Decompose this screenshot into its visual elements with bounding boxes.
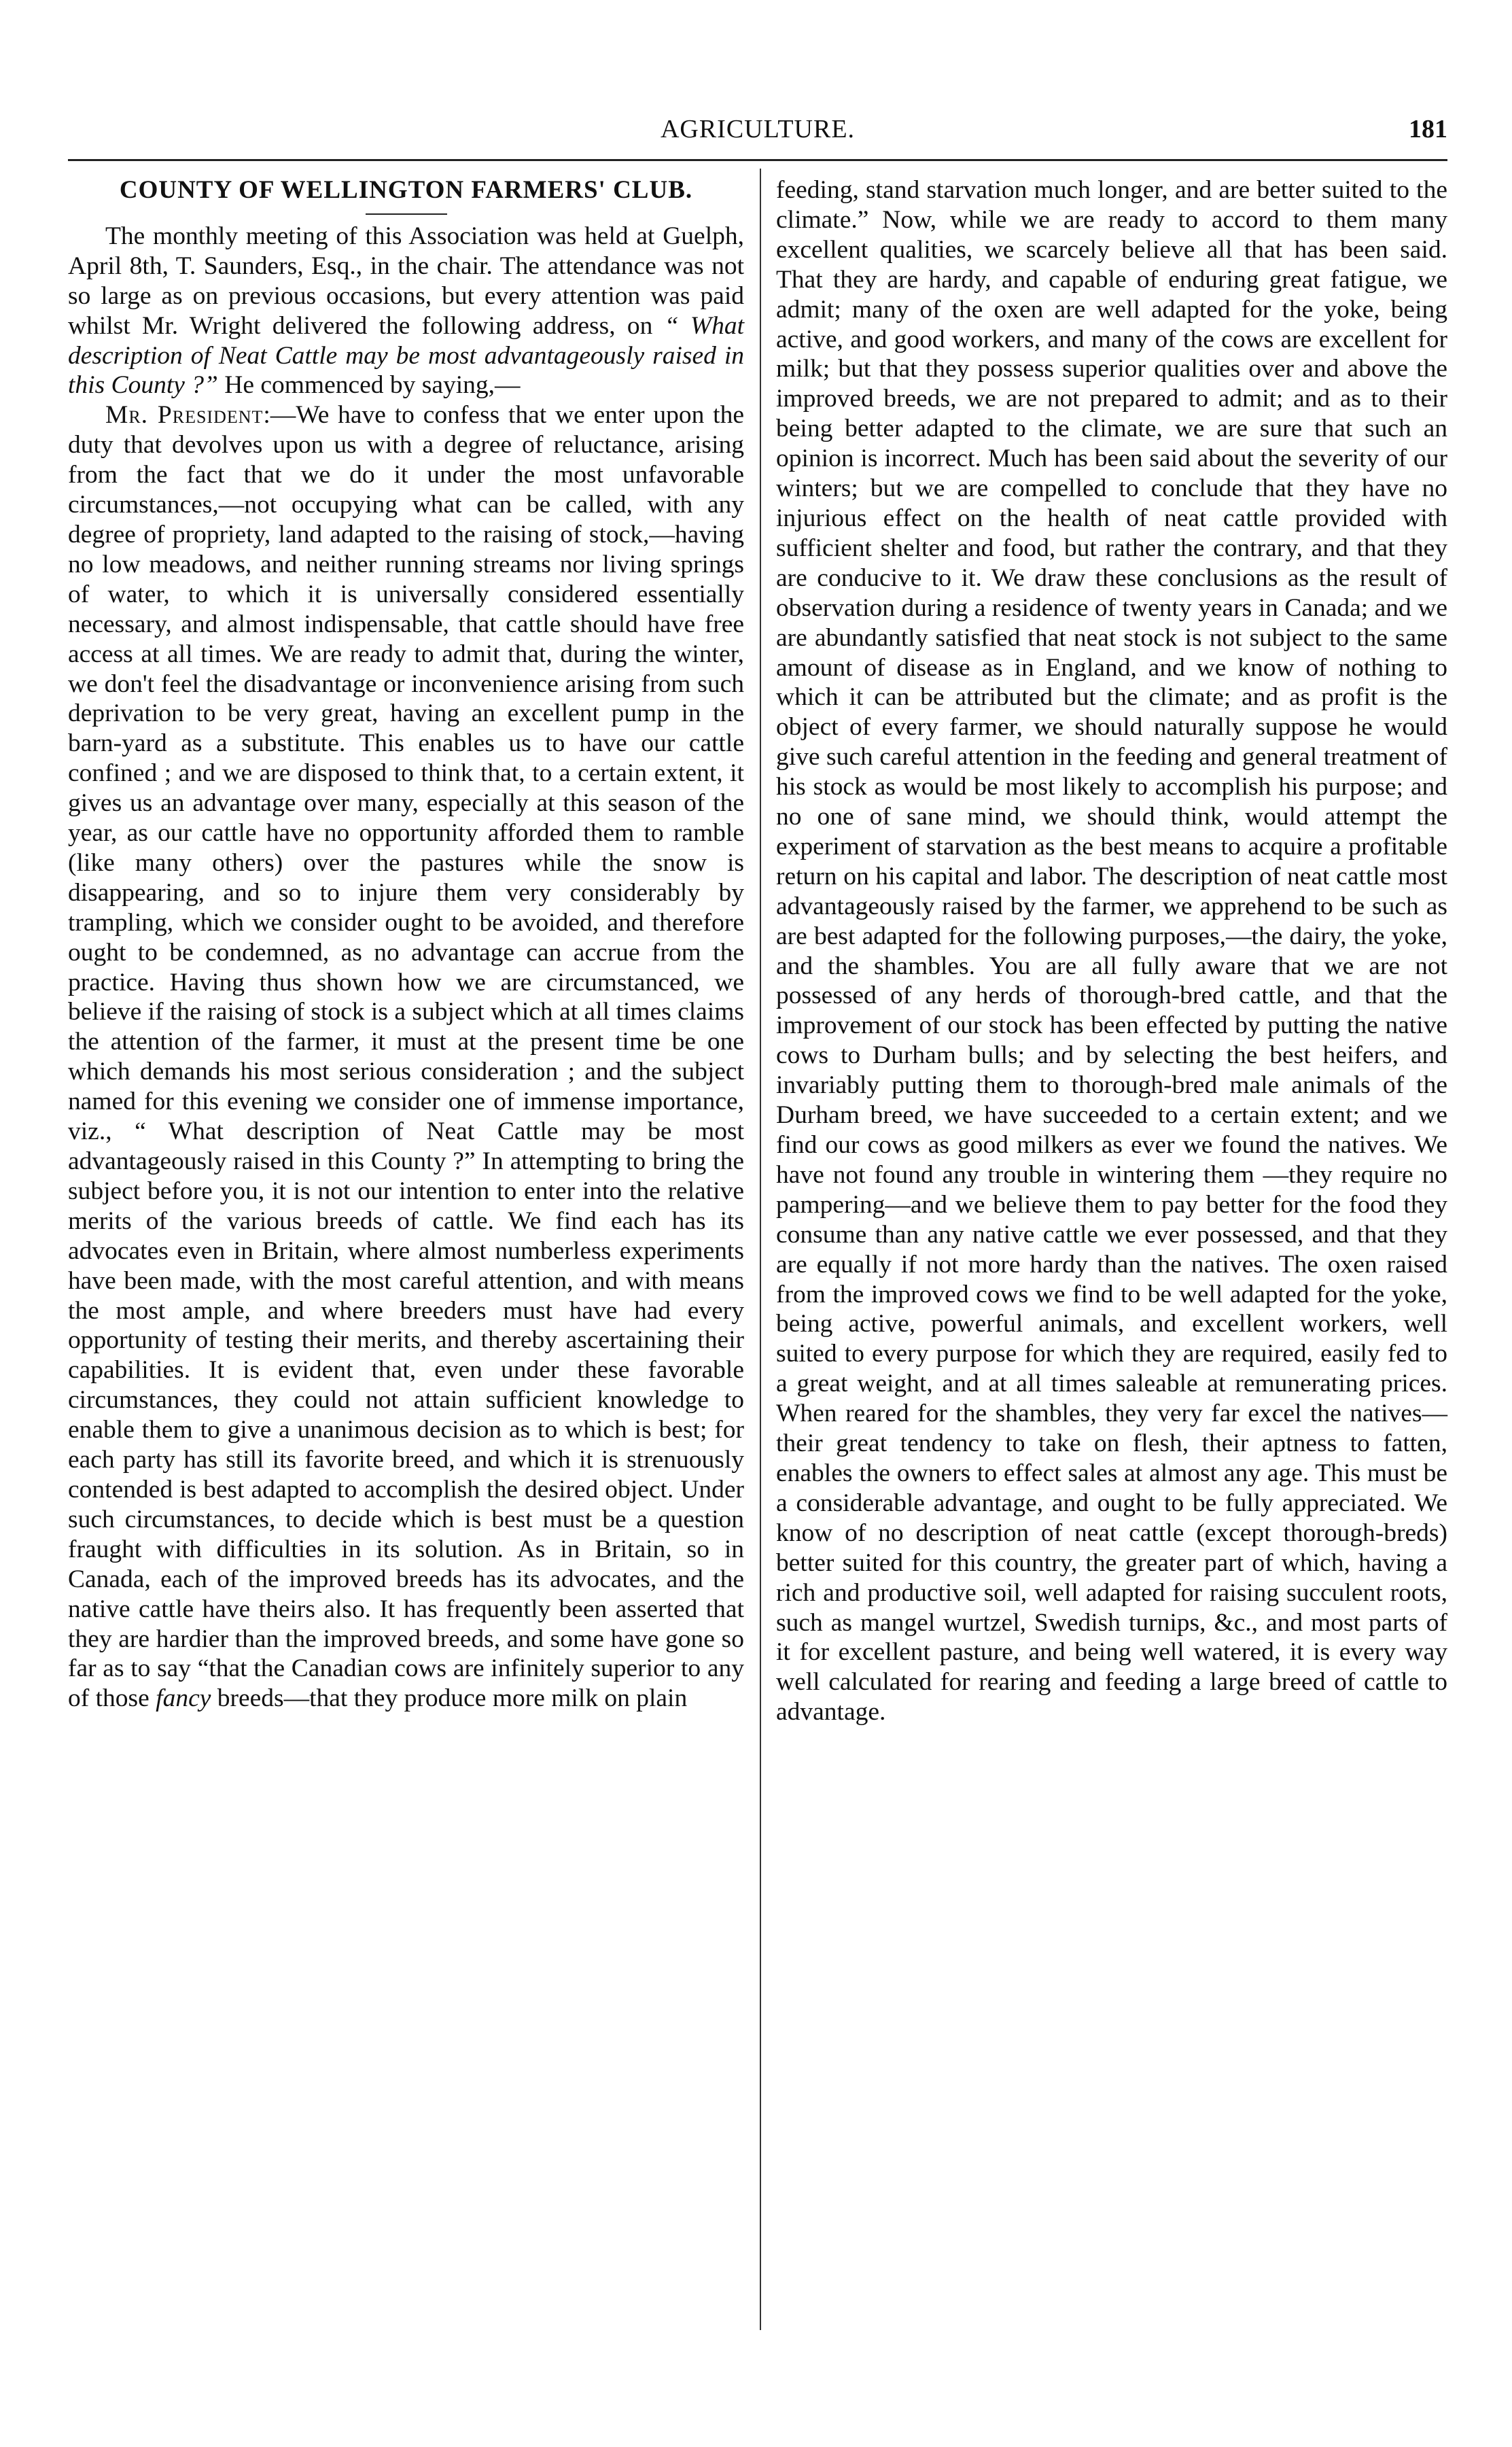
address-text-end: breeds—that they produce more milk on plain (211, 1684, 688, 1713)
header-rule (68, 159, 1447, 161)
intro-paragraph (68, 222, 744, 400)
left-column (68, 175, 744, 1714)
page-number: 181 (1409, 115, 1447, 143)
address-text: :—We have to confess that we enter upon the duty that devolves upon us with a degree of reluctance, arising from the fact that we do it under the most unfavorable circumstances,—not occupying what can be called, with any degree of propriety, land adapted to the raising of stock,—having no low meadows, and neither running streams nor living springs of water, to which it is universally considered essentially necessary, and almost indispensable, that cattle should have free access at all times. We are ready to admit that, during the winter, we don't feel the disadvantage or inconvenience arising from such deprivation to be very great, having an excellent pump in the barn-yard as a substitute. This enables us to have our cattle confined ; and we are disposed to think that, to a certain extent, it gives us an advantage over many, especially at this season of the year, as our cattle have no opportunity afforded them to ramble (like many others) over the pastures while the snow is disappearing, and so to injure them very considerably by trampling, which we consider ought to be avoided, and therefore ought to be condemned, as no advantage can accrue from the practice. Having thus shown how we are circumstanced, we believe if the raising of stock is a subject which at all times claims the attention of the farmer, it must at the present time be one which demands his most serious consideration ; and the subject named for this evening we consider one of immense importance, viz., “ What description of Neat Cattle may be most advantageously raised in this County ?” In attempting to bring the subject before you, it is not our intention to enter into the relative merits of the various breeds of cattle. We find each has its advocates even in Britain, where almost numberless experiments have been made, with the most careful attention, and with means the most ample, and where breeders must have had every opportunity of testing their merits, and thereby ascertaining their capabilities. It is evident that, even under these favorable circumstances, they could not attain sufficient knowledge to enable them to give a unanimous decision as to which is best; for each party has still its favorite breed, and which it is strenuously contended is best adapted to accomplish the desired object. Under such circumstances, to decide which is best must be a question fraught with difficulties in its solution. As in Britain, so in Canada, each of the improved breeds has its advocates, and the native cattle have theirs also. It has frequently been asserted that they are hardier than the improved breeds, and some have gone so far as to say “that the Canadian cows are infinitely superior to any of those (68, 401, 744, 1713)
emphasis-fancy: fancy (156, 1684, 211, 1713)
address-topic: “ What description of Neat Cattle may be most advantageously raised in this County ?” (68, 311, 745, 400)
address-paragraph (68, 400, 744, 1714)
intro-text: The monthly meeting of this Association was held at Guelph, April 8th, T. Saunders, Esq., in the chair. The attendance was not so large as on previous occasions, but every attention was paid whilst Mr. Wright delivered the following address, on (68, 222, 744, 340)
article-title: COUNTY OF WELLINGTON FARMERS' CLUB. (119, 176, 693, 204)
column-divider (760, 169, 761, 2330)
title-rule (366, 213, 447, 215)
running-head: AGRICULTURE. (660, 115, 856, 143)
right-column (776, 175, 1447, 1727)
address-continuation: feeding, stand starvation much longer, and are better suited to the climate.” Now, while we are ready to accord to them many excellent qualities, we scarcely believe all that has been said. That they are hardy, and capable of enduring great fatigue, we admit; many of the oxen are well adapted for the yoke, being active, and good workers, and many of the cows are excellent for milk; but that they possess superior qualities over and above the improved breeds, we are not prepared to admit; and as to their being better adapted to the climate, we are sure that such an opinion is incorrect. Much has been said about the severity of our winters; but we are compelled to conclude that they have no injurious effect on the health of neat cattle provided with sufficient shelter and food, but rather the contrary, and that they are conducive to it. We draw these conclusions as the result of observation during a residence of twenty years in Canada; and we are abundantly satisfied that neat stock is not subject to the same amount of disease as in England, and we know of nothing to which it can be attributed but the climate; and as profit is the object of every farmer, we should naturally suppose he would give such careful attention in the feeding and general treatment of his stock as would be most likely to accomplish his purpose; and no one of sane mind, we should think, would attempt the experiment of starvation as the best means to acquire a profitable return on his capital and labor. The description of neat cattle most advantageously raised by the farmer, we apprehend to be such as are best adapted for the following purposes,—the dairy, the yoke, and the shambles. You are all fully aware that we are not possessed of any herds of thorough-bred cattle, and that the improvement of our stock has been effected by putting the native cows to Durham bulls; and by selecting the best heifers, and invariably putting them to thorough-bred male animals of the Durham breed, we have succeeded to a certain extent; and we find our cows as good milkers as ever we found the natives. We have not found any trouble in wintering them —they require no pampering—and we believe them to pay better for the food they consume than any native cattle we ever possessed, and that they are equally if not more hardy than the natives. The oxen raised from the improved cows we find to be well adapted for the yoke, being active, powerful animals, and excellent workers, well suited to every purpose for which they are required, easily fed to a great weight, and at all times saleable at remunerating prices. When reared for the shambles, they very far excel the natives—their great tendency to take on flesh, their aptness to fatten, enables the owners to effect sales at almost any age. This must be a considerable advantage, and ought to be fully appreciated. We know of no description of neat cattle (except thorough-breds) better suited for this country, the greater part of which, having a rich and productive soil, well adapted for raising succulent roots, such as mangel wurtzel, Swedish turnips, &c., and most parts of it for excellent pasture, and being well watered, it is every way well calculated for rearing and feeding a large breed of cattle to advantage. (776, 176, 1447, 1726)
intro-tail: He commenced by saying,— (217, 371, 521, 400)
page-header (68, 114, 1447, 155)
speaker-name: Mr. President (105, 401, 264, 430)
